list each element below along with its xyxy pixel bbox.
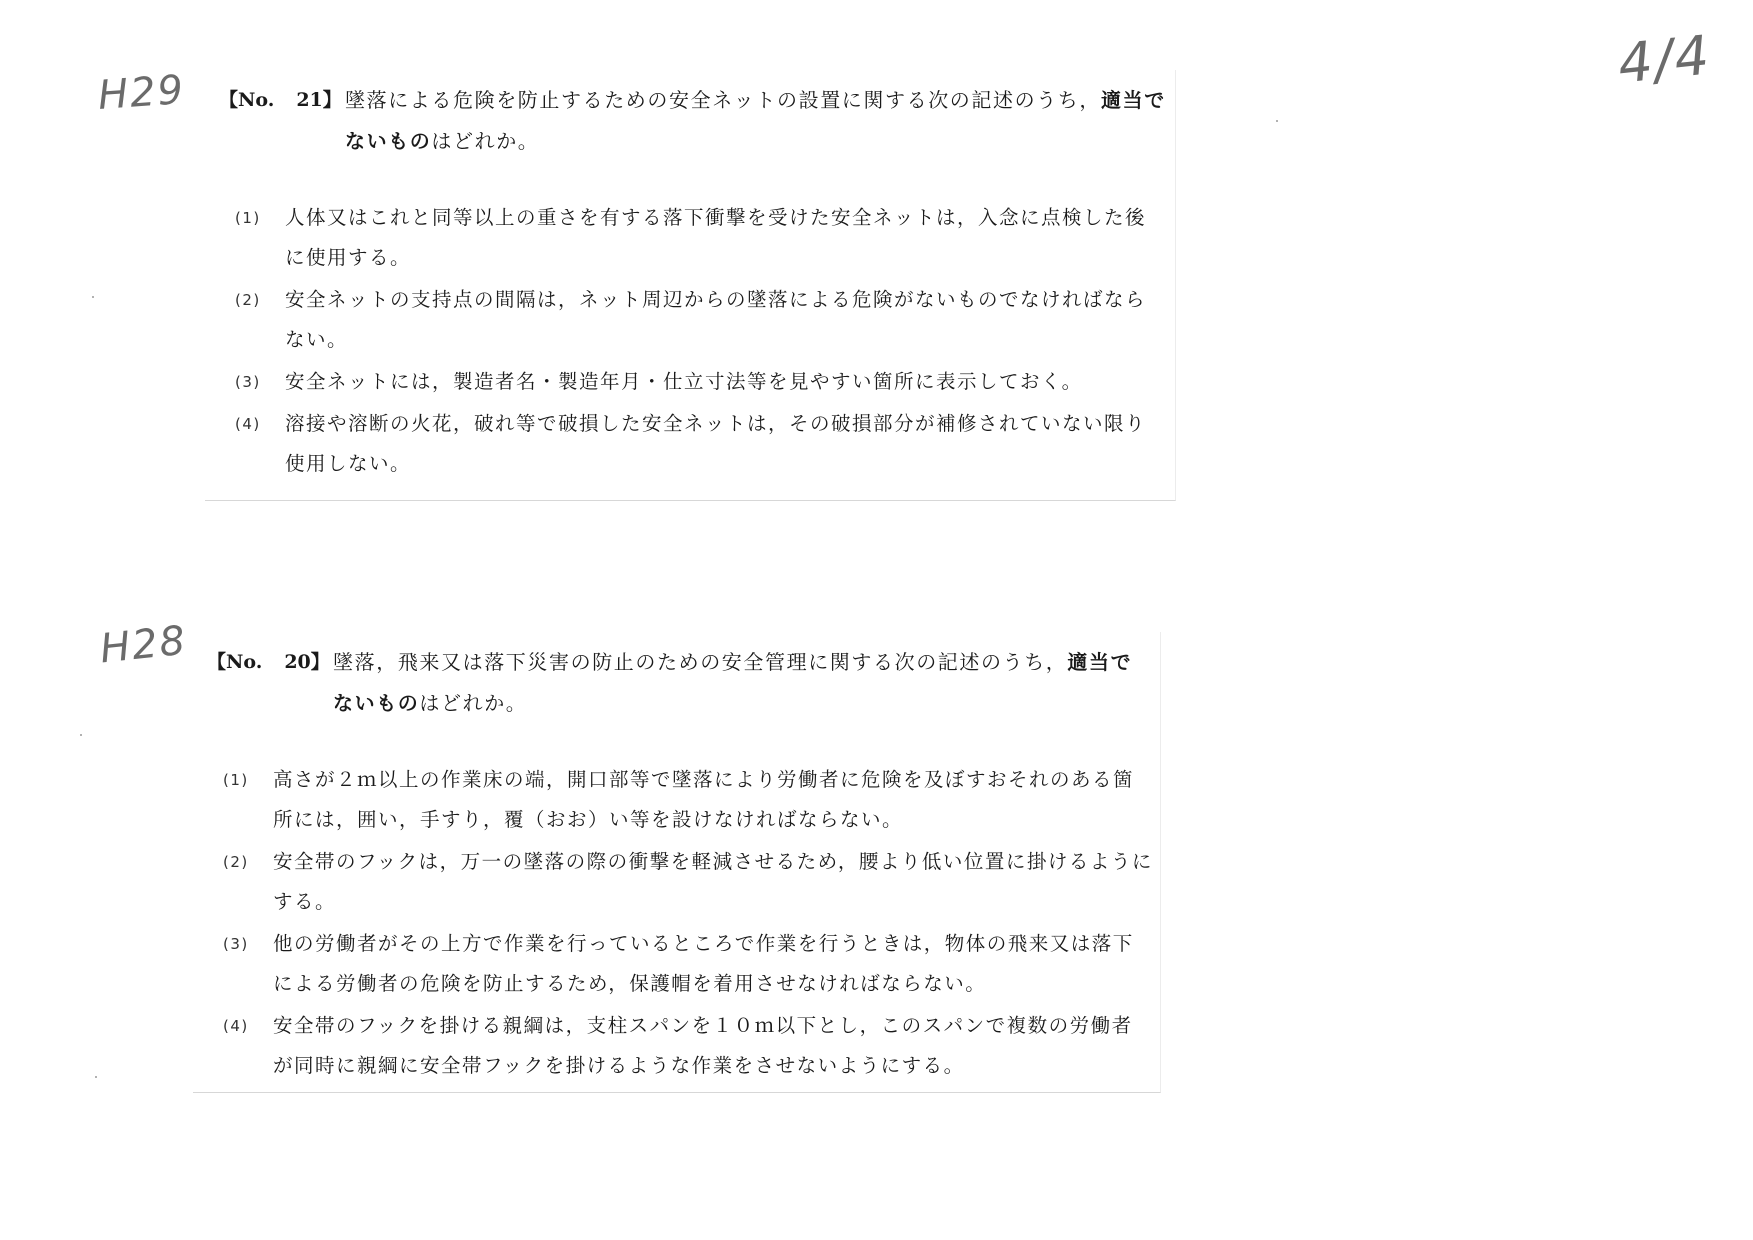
question-number xyxy=(207,642,330,683)
question-number-label: 【No. xyxy=(219,89,275,111)
choice-item xyxy=(223,760,1153,840)
choice-text: 他の労働者がその上方で作業を行っているところで作業を行うときは，物体の飛来又は落下による労働者の危険を防止するため，保護帽を着用させなければならない。 xyxy=(273,932,1134,995)
question-text xyxy=(333,642,1153,724)
question-text-main: 墜落による危険を防止するための安全ネットの設置に関する次の記述のうち， xyxy=(345,88,1101,112)
question-text xyxy=(345,80,1180,162)
choice-text: 溶接や溶断の火花，破れ等で破損した安全ネットは，その破損部分が補修されていない限り使用しない。 xyxy=(285,412,1147,475)
choice-text: 安全帯のフックは，万一の墜落の際の衝撃を軽減させるため，腰より低い位置に掛けるようにする。 xyxy=(273,850,1153,913)
question-number-value: 20】 xyxy=(284,651,330,673)
scan-speck xyxy=(95,1076,97,1078)
choice-number: (4) xyxy=(223,1017,249,1035)
question-text-main: 墜落，飛来又は落下災害の防止のための安全管理に関する次の記述のうち， xyxy=(333,650,1068,674)
choice-number: (1) xyxy=(223,771,249,789)
choice-item xyxy=(223,842,1153,922)
choice-item xyxy=(235,404,1165,484)
choice-list xyxy=(223,760,1153,1088)
choice-text: 安全ネットの支持点の間隔は，ネット周辺からの墜落による危険がないものでなければならない。 xyxy=(285,288,1147,351)
question-block-21 xyxy=(205,70,1176,501)
choice-number: (4) xyxy=(235,415,261,433)
choice-number: (2) xyxy=(223,853,249,871)
choice-text: 安全帯のフックを掛ける親綱は，支柱スパンを１０ｍ以下とし，このスパンで複数の労働者が同時に親綱に安全帯フックを掛けるような作業をさせないようにする。 xyxy=(273,1014,1133,1077)
choice-number: (2) xyxy=(235,291,261,309)
choice-list xyxy=(235,198,1165,486)
page-number-note: 4/4 xyxy=(1615,23,1715,96)
choice-number: (3) xyxy=(235,373,261,391)
choice-number: (3) xyxy=(223,935,249,953)
question-block-20 xyxy=(193,632,1161,1093)
choice-item xyxy=(223,924,1153,1004)
choice-text: 高さが２ｍ以上の作業床の端，開口部等で墜落により労働者に危険を及ぼすおそれのある箇所には，囲い，手すり，覆（おお）い等を設けなければならない。 xyxy=(273,768,1135,831)
choice-number: (1) xyxy=(235,209,261,227)
choice-item xyxy=(223,1006,1153,1086)
scan-speck xyxy=(80,734,82,736)
question-number-label: 【No. xyxy=(207,651,263,673)
choice-text: 人体又はこれと同等以上の重さを有する落下衝撃を受けた安全ネットは，入念に点検した後に使用する。 xyxy=(285,206,1147,269)
choice-item xyxy=(235,198,1165,278)
question-text-end: はどれか。 xyxy=(419,691,528,715)
choice-item xyxy=(235,362,1165,402)
question-text-end: はどれか。 xyxy=(431,129,540,153)
year-note-h29: H29 xyxy=(96,67,187,119)
year-note-h28: H28 xyxy=(97,617,190,673)
scan-speck xyxy=(1276,120,1278,122)
choice-item xyxy=(235,280,1165,360)
question-text-emphasis: 適当でないもの xyxy=(333,650,1133,715)
choice-text: 安全ネットには，製造者名・製造年月・仕立寸法等を見やすい箇所に表示しておく。 xyxy=(285,370,1083,393)
question-number-value: 21】 xyxy=(296,89,342,111)
scan-speck xyxy=(92,296,94,298)
question-text-emphasis: 適当でないもの xyxy=(345,88,1166,153)
question-number xyxy=(219,80,342,121)
